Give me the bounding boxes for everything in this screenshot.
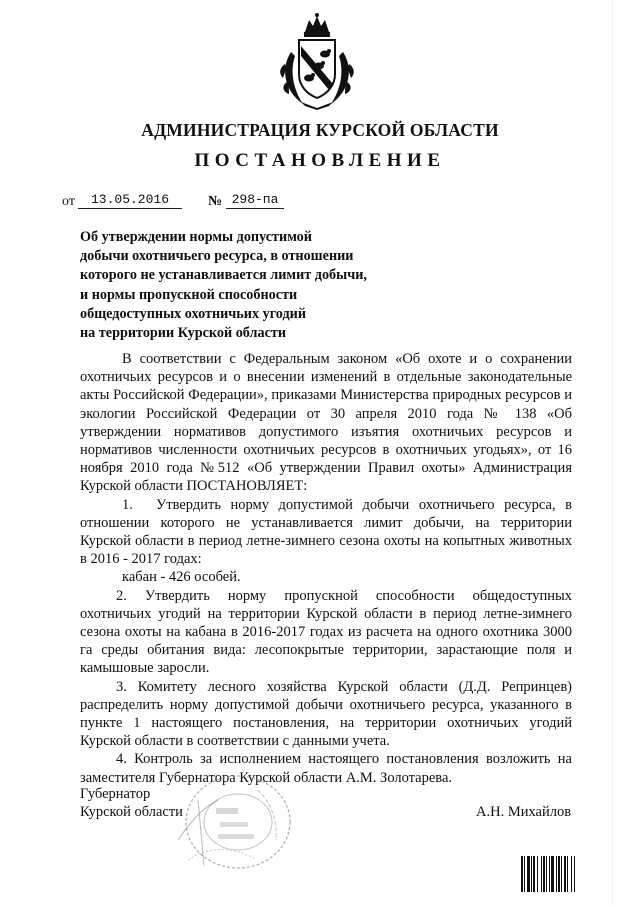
subject-line: и нормы пропускной способности: [80, 286, 298, 303]
organization-title: АДМИНИСТРАЦИЯ КУРСКОЙ ОБЛАСТИ: [141, 120, 499, 140]
document-subject: [80, 228, 440, 343]
subject-line: Об утверждении нормы допустимой: [80, 229, 312, 245]
item-1-paragraph: [80, 496, 572, 569]
number-sign: №: [208, 194, 223, 209]
subject-line: на территории Курской области: [80, 325, 287, 342]
document-number: 298-па: [226, 192, 284, 209]
document-body: [80, 350, 572, 787]
document-date: 13.05.2016: [78, 192, 182, 209]
subject-line: которого не устанавливается лимит добычи,: [80, 267, 367, 284]
signatory-position-line1: Губернатор: [80, 786, 151, 802]
signatory-position-line2: Курской области: [80, 804, 183, 820]
document-type-title: ПОСТАНОВЛЕНИЕ: [194, 150, 446, 171]
subject-line: общедоступных охотничьих угодий: [80, 305, 307, 322]
item-1-number: 1.: [122, 496, 133, 513]
item-1-detail: кабан - 426 особей.: [122, 569, 241, 586]
kursk-coat-of-arms-icon: [277, 12, 357, 110]
item-1-text: Утвердить норму допустимой добычи охотничьего ресурса, в отношении которого не устанавливается лимит добычи, на территории Курской области в период летне-зимнего сезона охоты на копытных животных в 2016 - 2017 годах:: [80, 496, 572, 568]
item-3-paragraph: 3. Комитету лесного хозяйства Курской области (Д.Д. Репринцев) распределить норму допустимой добычи охотничьего ресурса, указанного в пункте 1 настоящего постановления, на территории охотничьих угодий Курской области в соответствии с данными учета.: [80, 678, 572, 750]
signatory-name: А.Н. Михайлов: [476, 804, 572, 820]
copy-stamp-icon: [158, 770, 298, 880]
registration-line: [62, 192, 322, 212]
subject-line: добычи охотничьего ресурса, в отношении: [80, 248, 354, 265]
barcode-icon: [520, 856, 612, 892]
item-4-paragraph: 4. Контроль за исполнением настоящего постановления возложить на заместителя Губернатора Курской области А.М. Золотарева.: [80, 751, 572, 786]
item-2-paragraph: 2. Утвердить норму пропускной способности общедоступных охотничьих угодий на территории Курской области в период летне-зимнего сезона охоты на кабана в 2016-2017 годах из расчета на одного охотника 3000 га среды обитания вида: лесопокрытые территории, зарастающие поля и камышовые заросли.: [80, 587, 572, 677]
date-prefix: от: [62, 194, 75, 209]
preamble-paragraph: В соответствии с Федеральным законом «Об охоте и о сохранении охотничьих ресурсов и о внесении изменений в отдельные законодательные акты Российской Федерации», приказами Министерства природных ресурсов и экологии Российской Федерации от 30 апреля 2010 года № 138 «Об утверждении нормативов допустимого изъятия охотничьих ресурсов и нормативов численности охотничьих ресурсов в охотничьих угодьях», от 16 ноября 2010 года №512 «Об утверждении Правил охоты» Администрация Курской области ПОСТАНОВЛЯЕТ:: [80, 351, 572, 495]
